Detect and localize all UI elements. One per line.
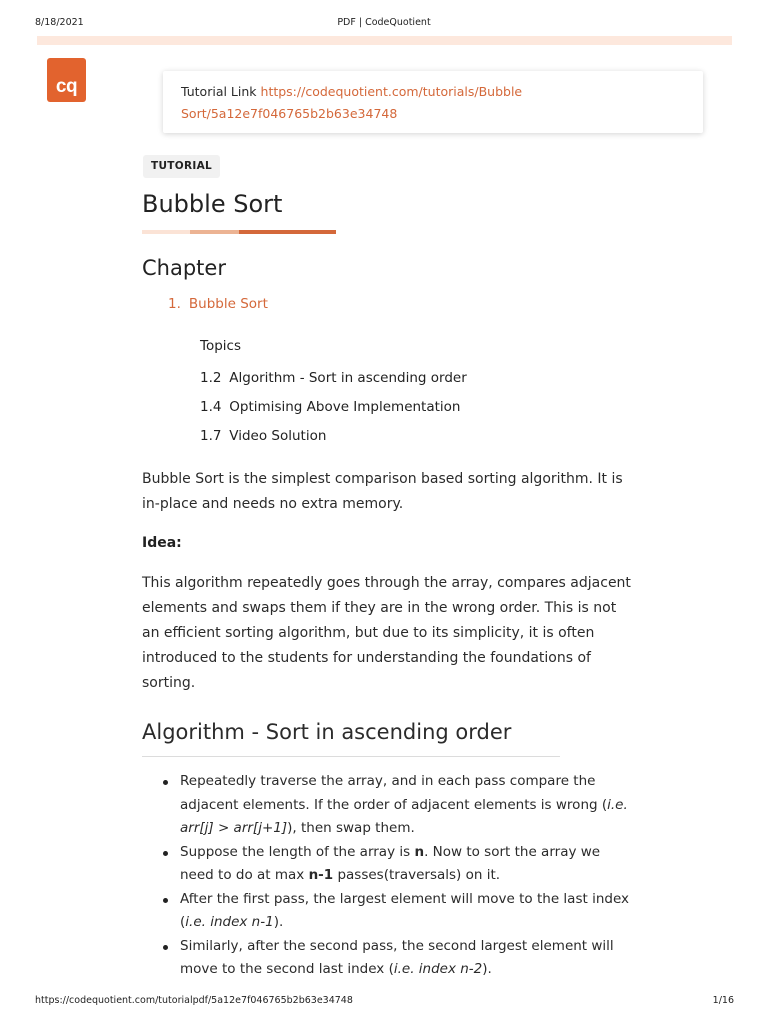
logo-text: cq (55, 76, 78, 97)
page-title: Bubble Sort (142, 190, 283, 218)
idea-heading: Idea: (142, 535, 182, 551)
algorithm-bullet-list (160, 770, 630, 982)
chapter-item-label: Bubble Sort (188, 296, 268, 312)
topic-label: Algorithm - Sort in ascending order (229, 370, 467, 386)
title-underline-light (142, 230, 190, 234)
topic-label: Optimising Above Implementation (229, 399, 461, 415)
topic-number: 1.7 (200, 428, 222, 444)
print-title: PDF | CodeQuotient (337, 17, 431, 28)
list-item: Repeatedly traverse the array, and in each pass compare the adjacent elements. If the order of adjacent elements is wrong (i.e. arr[j] > arr[j+1]), then swap them. (160, 770, 630, 841)
tutorial-link-label: Tutorial Link (181, 84, 257, 99)
chapter-heading: Chapter (142, 256, 226, 280)
list-item: Similarly, after the second pass, the second largest element will move to the second last index (i.e. index n-2). (160, 935, 630, 982)
print-footer-url: https://codequotient.com/tutorialpdf/5a12e7f046765b2b63e34748 (35, 995, 353, 1006)
title-underline-mid (190, 230, 239, 234)
tutorial-link-card (163, 71, 703, 133)
list-item: Suppose the length of the array is n. Now to sort the array we need to do at max n-1 passes(traversals) on it. (160, 841, 630, 888)
tutorial-link-url[interactable]: https://codequotient.com/tutorials/Bubble Sort/5a12e7f046765b2b63e34748 (181, 84, 523, 121)
topic-item[interactable] (200, 370, 467, 386)
tutorial-badge: TUTORIAL (143, 155, 220, 178)
section-divider (142, 756, 560, 757)
top-band (37, 36, 732, 45)
list-item: After the first pass, the largest element will move to the last index (i.e. index n-1). (160, 888, 630, 935)
topic-label: Video Solution (229, 428, 327, 444)
bullet-dot-icon (163, 780, 168, 785)
print-header (0, 17, 768, 31)
topic-number: 1.4 (200, 399, 222, 415)
chapter-item-bubble-sort[interactable] (168, 296, 268, 312)
codequotient-logo-icon (47, 58, 86, 102)
page-number: 1/16 (712, 995, 734, 1006)
chapter-item-number: 1. (168, 296, 181, 312)
title-underline-dark (239, 230, 336, 234)
bullet-dot-icon (163, 898, 168, 903)
topic-number: 1.2 (200, 370, 222, 386)
topic-item[interactable] (200, 399, 460, 415)
idea-paragraph: This algorithm repeatedly goes through the array, compares adjacent elements and swaps them if they are in the wrong order. This is not an efficient sorting algorithm, but due to its simplicity, it is often introduced to the students for understanding the foundations of sorting. (142, 575, 631, 691)
intro-paragraph: Bubble Sort is the simplest comparison based sorting algorithm. It is in-place and needs no extra memory. (142, 471, 623, 512)
print-date: 8/18/2021 (35, 17, 84, 28)
bullet-dot-icon (163, 945, 168, 950)
bullet-dot-icon (163, 851, 168, 856)
topics-heading: Topics (200, 338, 241, 354)
section-heading: Algorithm - Sort in ascending order (142, 720, 512, 744)
topic-item[interactable] (200, 428, 326, 444)
